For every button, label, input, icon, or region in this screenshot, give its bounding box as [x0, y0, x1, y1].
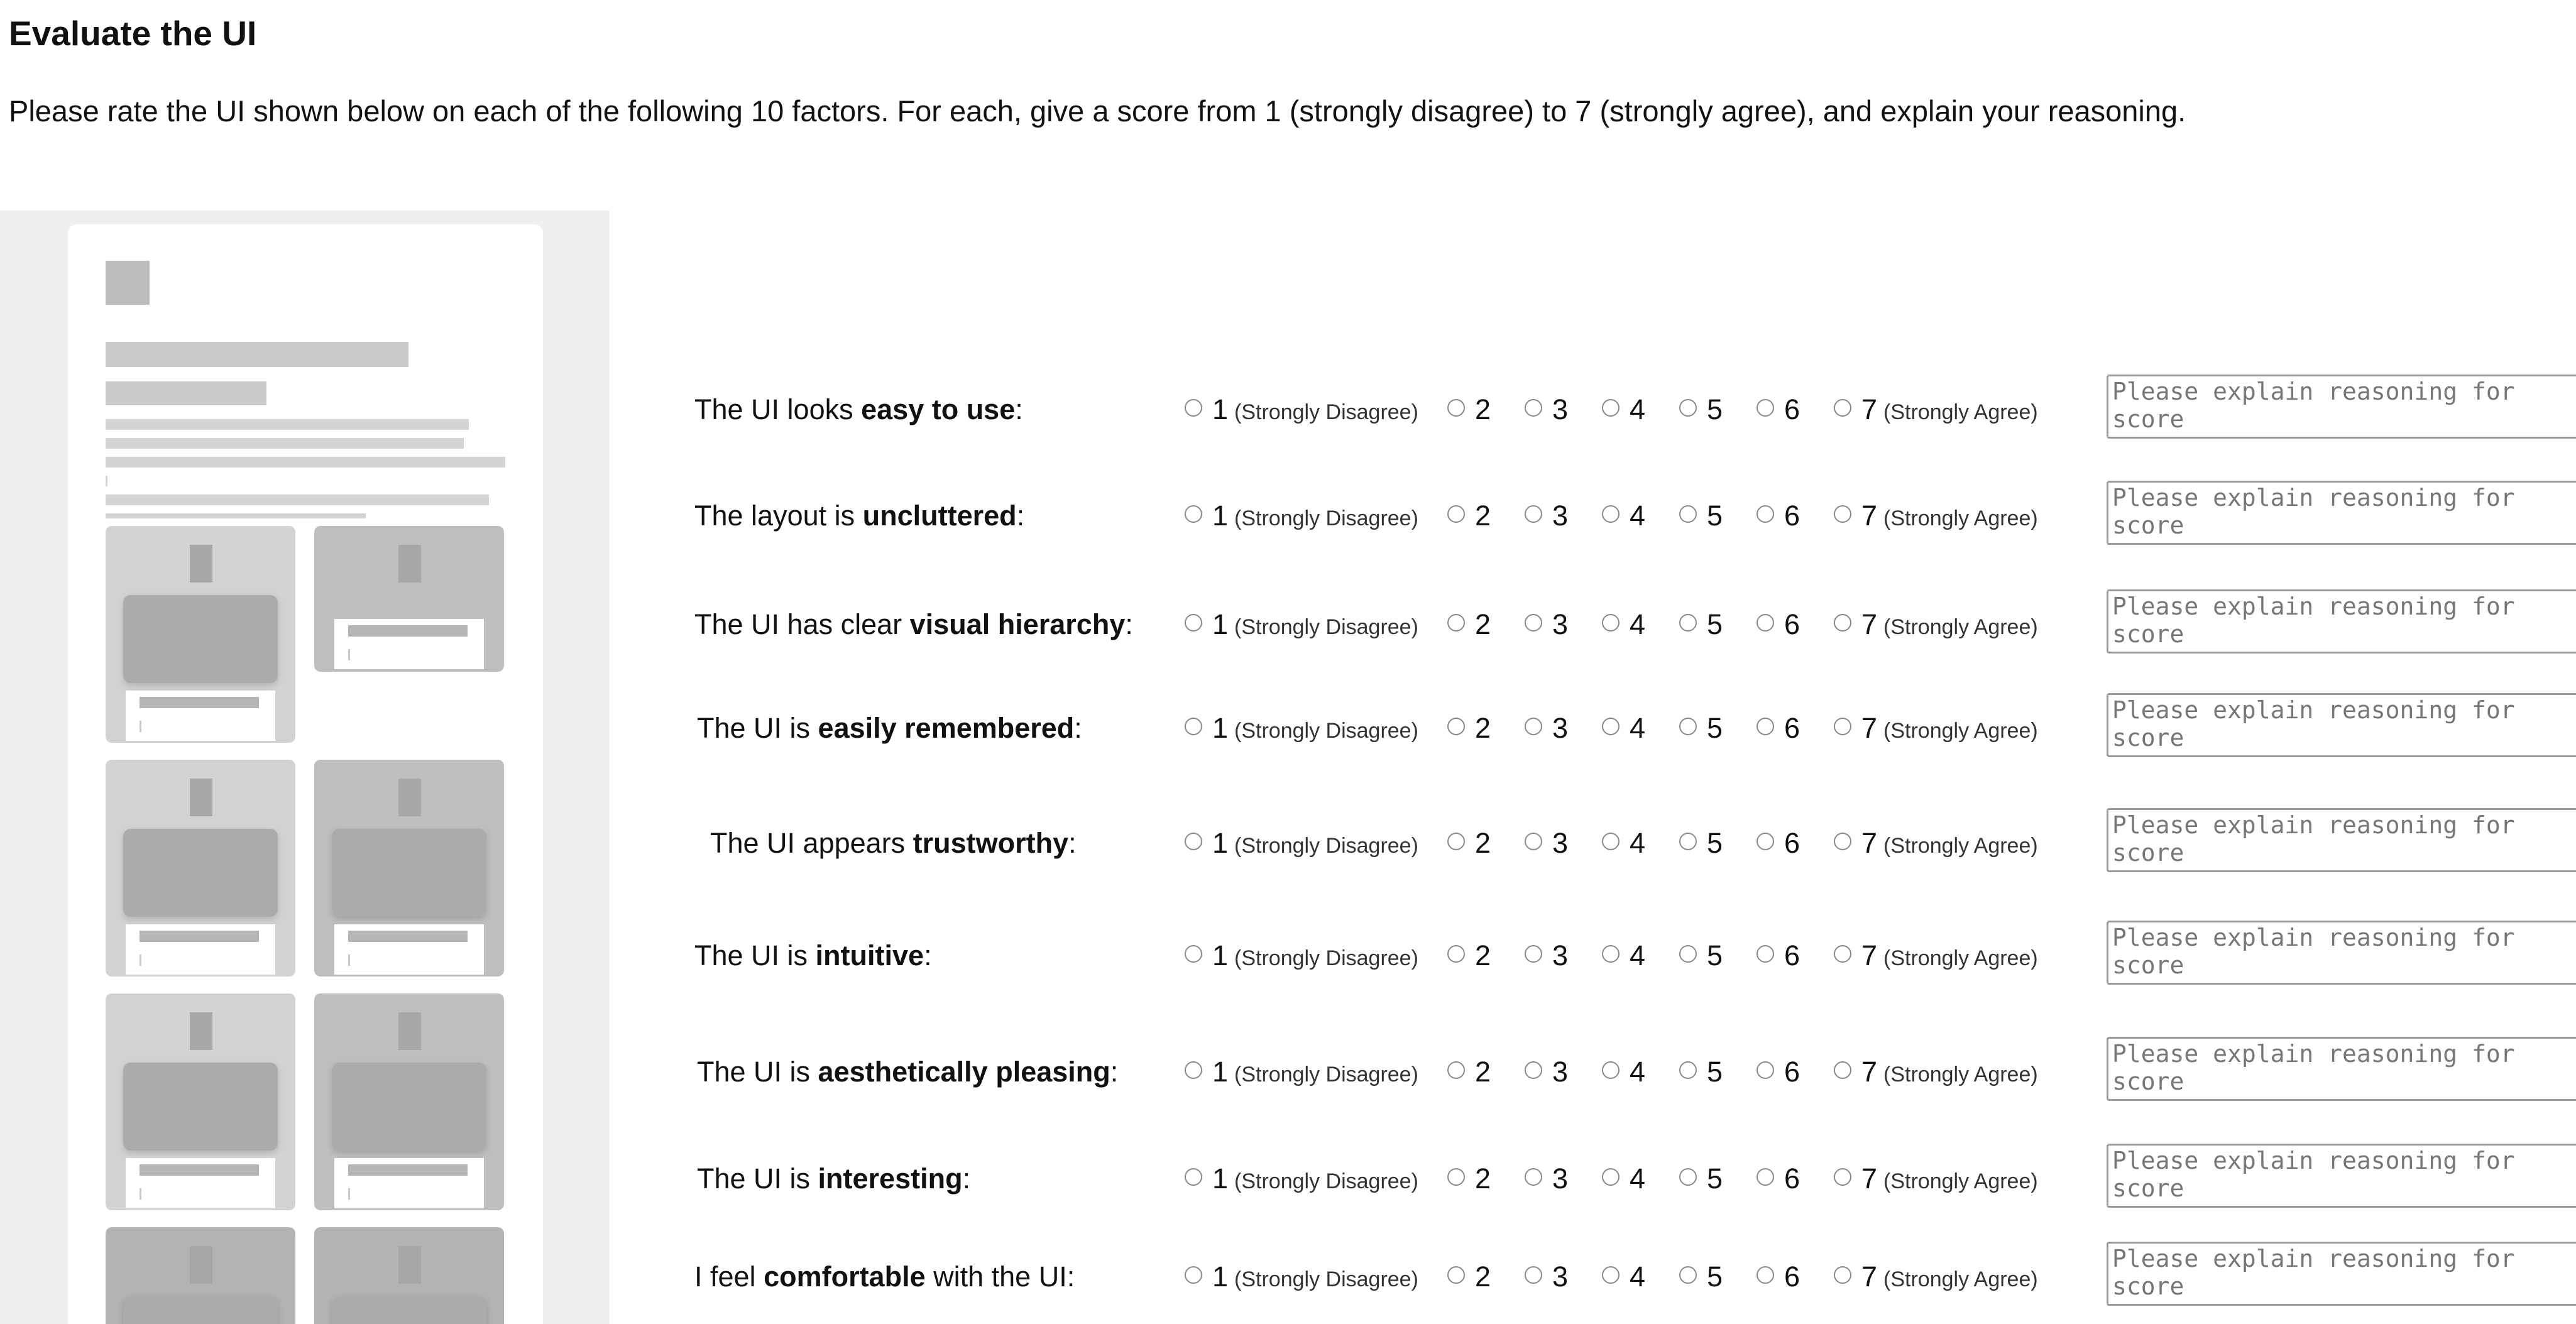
rating-value: 6 [1784, 827, 1800, 859]
rating-option-3[interactable] [1525, 809, 1568, 877]
question-label-suffix: : [1016, 500, 1025, 532]
radio-button[interactable] [1757, 718, 1774, 735]
rating-option-5[interactable] [1679, 482, 1723, 550]
radio-button[interactable] [1525, 505, 1542, 523]
rating-value: 7 [1861, 1056, 1878, 1088]
radio-button[interactable] [1447, 505, 1465, 523]
rating-option-7[interactable] [1834, 376, 2038, 444]
radio-button[interactable] [1185, 833, 1202, 850]
radio-button[interactable] [1757, 614, 1774, 632]
rating-option-7[interactable] [1834, 1145, 2038, 1213]
reasoning-textarea[interactable] [2107, 921, 2576, 985]
radio-button[interactable] [1757, 833, 1774, 850]
page-title: Evaluate the UI [9, 14, 257, 53]
rating-option-4[interactable] [1602, 591, 1645, 659]
question-label-text: The UI is [697, 1163, 818, 1195]
rating-value: 3 [1552, 1163, 1569, 1195]
radio-button[interactable] [1525, 1266, 1542, 1284]
scale-high-note: (Strongly Agree) [1883, 400, 2038, 424]
scale-low-note: (Strongly Disagree) [1234, 946, 1418, 970]
scale-high-note: (Strongly Agree) [1883, 946, 2038, 970]
instructions-text: Please rate the UI shown below on each of the following 10 factors. For each, give a score from 1 (strongly disagree) to 7 (strongly agree), and explain your reasoning. [9, 94, 2186, 128]
question-label-text: The UI looks [694, 393, 862, 425]
question-label-emphasis: easy to use [861, 393, 1016, 425]
question-label [694, 922, 932, 990]
scale-high-note: (Strongly Agree) [1883, 834, 2038, 858]
rating-option-5[interactable] [1679, 591, 1723, 659]
rating-value: 4 [1630, 393, 1646, 425]
preview-tile-tag [190, 545, 212, 583]
rating-option-6[interactable] [1757, 922, 1800, 990]
radio-button[interactable] [1679, 945, 1697, 963]
question-label [694, 591, 1133, 659]
rating-value: 7 [1861, 393, 1878, 425]
radio-button[interactable] [1185, 614, 1202, 632]
rating-option-5[interactable] [1679, 809, 1723, 877]
reasoning-textarea[interactable] [2107, 481, 2576, 545]
radio-button[interactable] [1679, 1061, 1697, 1079]
question-label-text: The UI is [697, 1056, 818, 1088]
question-label [697, 694, 1082, 762]
rating-value: 2 [1475, 1261, 1491, 1293]
rating-option-3[interactable] [1525, 376, 1568, 444]
radio-button[interactable] [1757, 505, 1774, 523]
rating-value: 6 [1784, 939, 1800, 971]
radio-button[interactable] [1757, 1168, 1774, 1186]
radio-button[interactable] [1834, 718, 1851, 735]
rating-option-2[interactable] [1447, 809, 1491, 877]
radio-button[interactable] [1834, 399, 1851, 417]
rating-value: 6 [1784, 712, 1800, 744]
radio-button[interactable] [1447, 1266, 1465, 1284]
scale-low-note: (Strongly Disagree) [1234, 1169, 1418, 1193]
question-label-emphasis: comfortable [764, 1261, 926, 1293]
rating-value: 2 [1475, 500, 1491, 532]
radio-button[interactable] [1185, 399, 1202, 417]
rating-option-4[interactable] [1602, 809, 1645, 877]
scale-high-note: (Strongly Agree) [1883, 1169, 2038, 1193]
radio-button[interactable] [1525, 833, 1542, 850]
rating-value: 2 [1475, 939, 1491, 971]
rating-value: 7 [1861, 939, 1878, 971]
scale-high-note: (Strongly Agree) [1883, 719, 2038, 743]
rating-value: 4 [1630, 1056, 1646, 1088]
question-row [0, 1243, 2576, 1311]
question-label-text: The layout is [694, 500, 863, 532]
radio-button[interactable] [1834, 1061, 1851, 1079]
rating-option-3[interactable] [1525, 1243, 1568, 1311]
rating-value: 2 [1475, 712, 1491, 744]
question-label-suffix: : [962, 1163, 971, 1195]
radio-button[interactable] [1185, 718, 1202, 735]
rating-value: 2 [1475, 608, 1491, 640]
rating-option-2[interactable] [1447, 482, 1491, 550]
radio-button[interactable] [1602, 1266, 1620, 1284]
rating-option-3[interactable] [1525, 694, 1568, 762]
reasoning-textarea[interactable] [2107, 1242, 2576, 1306]
rating-option-6[interactable] [1757, 809, 1800, 877]
rating-option-2[interactable] [1447, 1038, 1491, 1106]
rating-option-2[interactable] [1447, 1145, 1491, 1213]
rating-option-5[interactable] [1679, 694, 1723, 762]
radio-button[interactable] [1525, 718, 1542, 735]
question-label-suffix: : [1074, 712, 1082, 744]
question-label [694, 482, 1024, 550]
rating-option-4[interactable] [1602, 694, 1645, 762]
rating-value: 4 [1630, 500, 1646, 532]
rating-option-4[interactable] [1602, 1038, 1645, 1106]
radio-button[interactable] [1679, 1168, 1697, 1186]
question-label-suffix: : [1110, 1056, 1119, 1088]
rating-value: 3 [1552, 939, 1569, 971]
rating-option-2[interactable] [1447, 591, 1491, 659]
reasoning-textarea[interactable] [2107, 808, 2576, 872]
rating-value: 5 [1707, 500, 1723, 532]
radio-button[interactable] [1602, 1168, 1620, 1186]
rating-option-2[interactable] [1447, 922, 1491, 990]
rating-value: 1 [1212, 500, 1229, 532]
scale-low-note: (Strongly Disagree) [1234, 506, 1418, 530]
rating-value: 6 [1784, 393, 1800, 425]
question-label-text: The UI is [694, 939, 816, 971]
preview-tile-tag [398, 545, 421, 583]
reasoning-textarea[interactable] [2107, 693, 2576, 757]
rating-value: 6 [1784, 608, 1800, 640]
question-row [0, 1145, 2576, 1213]
rating-value: 3 [1552, 393, 1569, 425]
rating-option-6[interactable] [1757, 591, 1800, 659]
question-label-text: The UI appears [710, 827, 913, 859]
rating-option-4[interactable] [1602, 376, 1645, 444]
question-row [0, 591, 2576, 659]
scale-low-note: (Strongly Disagree) [1234, 1063, 1418, 1086]
rating-value: 7 [1861, 827, 1878, 859]
rating-value: 1 [1212, 939, 1229, 971]
radio-button[interactable] [1679, 505, 1697, 523]
preview-heading-placeholder [106, 342, 408, 367]
radio-button[interactable] [1185, 1168, 1202, 1186]
question-row [0, 1038, 2576, 1106]
rating-value: 5 [1707, 827, 1723, 859]
rating-value: 1 [1212, 608, 1229, 640]
rating-option-5[interactable] [1679, 1243, 1723, 1311]
rating-option-6[interactable] [1757, 376, 1800, 444]
rating-value: 3 [1552, 1056, 1569, 1088]
scale-high-note: (Strongly Agree) [1883, 1063, 2038, 1086]
rating-value: 4 [1630, 827, 1646, 859]
rating-value: 6 [1784, 1163, 1800, 1195]
radio-button[interactable] [1447, 399, 1465, 417]
radio-button[interactable] [1602, 945, 1620, 963]
reasoning-textarea[interactable] [2107, 589, 2576, 654]
radio-button[interactable] [1525, 1061, 1542, 1079]
question-row [0, 694, 2576, 762]
radio-button[interactable] [1834, 614, 1851, 632]
scale-low-note: (Strongly Disagree) [1234, 834, 1418, 858]
radio-button[interactable] [1525, 1168, 1542, 1186]
radio-button[interactable] [1757, 945, 1774, 963]
rating-option-2[interactable] [1447, 694, 1491, 762]
rating-value: 5 [1707, 1163, 1723, 1195]
question-row [0, 376, 2576, 444]
rating-value: 1 [1212, 712, 1229, 744]
radio-button[interactable] [1679, 833, 1697, 850]
rating-option-2[interactable] [1447, 1243, 1491, 1311]
rating-option-7[interactable] [1834, 1038, 2038, 1106]
rating-option-3[interactable] [1525, 591, 1568, 659]
rating-value: 4 [1630, 939, 1646, 971]
preview-text-line [106, 457, 505, 468]
rating-option-1[interactable] [1185, 694, 1418, 762]
rating-value: 5 [1707, 608, 1723, 640]
radio-button[interactable] [1602, 399, 1620, 417]
reasoning-textarea[interactable] [2107, 1037, 2576, 1101]
question-label-suffix: : [1015, 393, 1023, 425]
rating-option-4[interactable] [1602, 1243, 1645, 1311]
radio-button[interactable] [1447, 1061, 1465, 1079]
scale-low-note: (Strongly Disagree) [1234, 400, 1418, 424]
scale-high-note: (Strongly Agree) [1883, 506, 2038, 530]
question-label-emphasis: interesting [818, 1163, 963, 1195]
rating-option-6[interactable] [1757, 482, 1800, 550]
rating-value: 1 [1212, 1163, 1229, 1195]
rating-value: 5 [1707, 939, 1723, 971]
question-label-emphasis: easily remembered [818, 712, 1075, 744]
rating-value: 4 [1630, 712, 1646, 744]
rating-option-2[interactable] [1447, 376, 1491, 444]
rating-option-1[interactable] [1185, 1243, 1418, 1311]
radio-button[interactable] [1757, 1266, 1774, 1284]
rating-value: 1 [1212, 393, 1229, 425]
rating-option-3[interactable] [1525, 922, 1568, 990]
radio-button[interactable] [1602, 614, 1620, 632]
rating-value: 7 [1861, 712, 1878, 744]
radio-button[interactable] [1185, 505, 1202, 523]
rating-value: 7 [1861, 500, 1878, 532]
rating-option-6[interactable] [1757, 1038, 1800, 1106]
rating-option-1[interactable] [1185, 591, 1418, 659]
rating-value: 2 [1475, 393, 1491, 425]
rating-option-1[interactable] [1185, 809, 1418, 877]
rating-option-5[interactable] [1679, 1145, 1723, 1213]
radio-button[interactable] [1447, 614, 1465, 632]
rating-value: 3 [1552, 500, 1569, 532]
radio-button[interactable] [1834, 1266, 1851, 1284]
radio-button[interactable] [1679, 614, 1697, 632]
rating-option-1[interactable] [1185, 376, 1418, 444]
question-label [694, 1243, 1075, 1311]
radio-button[interactable] [1185, 1061, 1202, 1079]
radio-button[interactable] [1834, 505, 1851, 523]
rating-value: 4 [1630, 1163, 1646, 1195]
radio-button[interactable] [1447, 718, 1465, 735]
rating-value: 7 [1861, 1261, 1878, 1293]
rating-value: 1 [1212, 1056, 1229, 1088]
rating-value: 3 [1552, 827, 1569, 859]
rating-option-1[interactable] [1185, 482, 1418, 550]
rating-value: 6 [1784, 1056, 1800, 1088]
rating-option-5[interactable] [1679, 1038, 1723, 1106]
rating-value: 6 [1784, 500, 1800, 532]
radio-button[interactable] [1185, 1266, 1202, 1284]
radio-button[interactable] [1757, 399, 1774, 417]
question-row [0, 482, 2576, 550]
rating-option-7[interactable] [1834, 591, 2038, 659]
rating-option-5[interactable] [1679, 922, 1723, 990]
scale-high-note: (Strongly Agree) [1883, 1267, 2038, 1291]
scale-high-note: (Strongly Agree) [1883, 615, 2038, 639]
question-label-emphasis: intuitive [815, 939, 924, 971]
radio-button[interactable] [1679, 399, 1697, 417]
radio-button[interactable] [1447, 945, 1465, 963]
rating-option-6[interactable] [1757, 694, 1800, 762]
rating-value: 2 [1475, 1056, 1491, 1088]
question-label-text: I feel [694, 1261, 764, 1293]
rating-value: 4 [1630, 608, 1646, 640]
radio-button[interactable] [1757, 1061, 1774, 1079]
rating-value: 3 [1552, 608, 1569, 640]
radio-button[interactable] [1834, 1168, 1851, 1186]
rating-option-4[interactable] [1602, 1145, 1645, 1213]
radio-button[interactable] [1834, 833, 1851, 850]
rating-value: 2 [1475, 1163, 1491, 1195]
rating-option-7[interactable] [1834, 922, 2038, 990]
question-row [0, 809, 2576, 877]
rating-option-6[interactable] [1757, 1145, 1800, 1213]
rating-value: 1 [1212, 827, 1229, 859]
radio-button[interactable] [1525, 399, 1542, 417]
rating-option-4[interactable] [1602, 922, 1645, 990]
question-label-emphasis: trustworthy [913, 827, 1069, 859]
question-label-emphasis: uncluttered [862, 500, 1017, 532]
radio-button[interactable] [1834, 945, 1851, 963]
rating-option-1[interactable] [1185, 922, 1418, 990]
question-label-emphasis: aesthetically pleasing [818, 1056, 1110, 1088]
radio-button[interactable] [1185, 945, 1202, 963]
radio-button[interactable] [1679, 1266, 1697, 1284]
rating-option-5[interactable] [1679, 376, 1723, 444]
question-label-suffix: : [1125, 608, 1133, 640]
rating-value: 1 [1212, 1261, 1229, 1293]
question-label-suffix: with the UI: [925, 1261, 1075, 1293]
question-label-text: The UI has clear [694, 608, 910, 640]
rating-option-7[interactable] [1834, 482, 2038, 550]
rating-option-7[interactable] [1834, 1243, 2038, 1311]
rating-option-1[interactable] [1185, 1145, 1418, 1213]
question-label-suffix: : [924, 939, 932, 971]
radio-button[interactable] [1602, 1061, 1620, 1079]
radio-button[interactable] [1602, 833, 1620, 850]
question-label [710, 809, 1077, 877]
rating-option-3[interactable] [1525, 1038, 1568, 1106]
rating-value: 7 [1861, 608, 1878, 640]
rating-option-1[interactable] [1185, 1038, 1418, 1106]
radio-button[interactable] [1602, 505, 1620, 523]
radio-button[interactable] [1602, 718, 1620, 735]
radio-button[interactable] [1447, 1168, 1465, 1186]
question-label [697, 1145, 970, 1213]
rating-option-3[interactable] [1525, 1145, 1568, 1213]
rating-value: 5 [1707, 393, 1723, 425]
rating-value: 7 [1861, 1163, 1878, 1195]
question-row [0, 922, 2576, 990]
rating-value: 2 [1475, 827, 1491, 859]
radio-button[interactable] [1525, 945, 1542, 963]
scale-low-note: (Strongly Disagree) [1234, 1267, 1418, 1291]
rating-option-4[interactable] [1602, 482, 1645, 550]
preview-logo-placeholder [106, 261, 150, 305]
reasoning-textarea[interactable] [2107, 1144, 2576, 1208]
question-label-text: The UI is [697, 712, 818, 744]
scale-low-note: (Strongly Disagree) [1234, 615, 1418, 639]
reasoning-textarea[interactable] [2107, 375, 2576, 439]
question-label-emphasis: visual hierarchy [909, 608, 1126, 640]
rating-value: 6 [1784, 1261, 1800, 1293]
rating-option-3[interactable] [1525, 482, 1568, 550]
rating-value: 5 [1707, 1261, 1723, 1293]
rating-option-6[interactable] [1757, 1243, 1800, 1311]
rating-value: 5 [1707, 712, 1723, 744]
rating-option-7[interactable] [1834, 694, 2038, 762]
radio-button[interactable] [1447, 833, 1465, 850]
radio-button[interactable] [1525, 614, 1542, 632]
question-label [694, 376, 1023, 444]
rating-value: 4 [1630, 1261, 1646, 1293]
question-label-suffix: : [1068, 827, 1077, 859]
question-label [697, 1038, 1118, 1106]
scale-low-note: (Strongly Disagree) [1234, 719, 1418, 743]
rating-option-7[interactable] [1834, 809, 2038, 877]
radio-button[interactable] [1679, 718, 1697, 735]
rating-value: 5 [1707, 1056, 1723, 1088]
rating-value: 3 [1552, 712, 1569, 744]
rating-value: 3 [1552, 1261, 1569, 1293]
